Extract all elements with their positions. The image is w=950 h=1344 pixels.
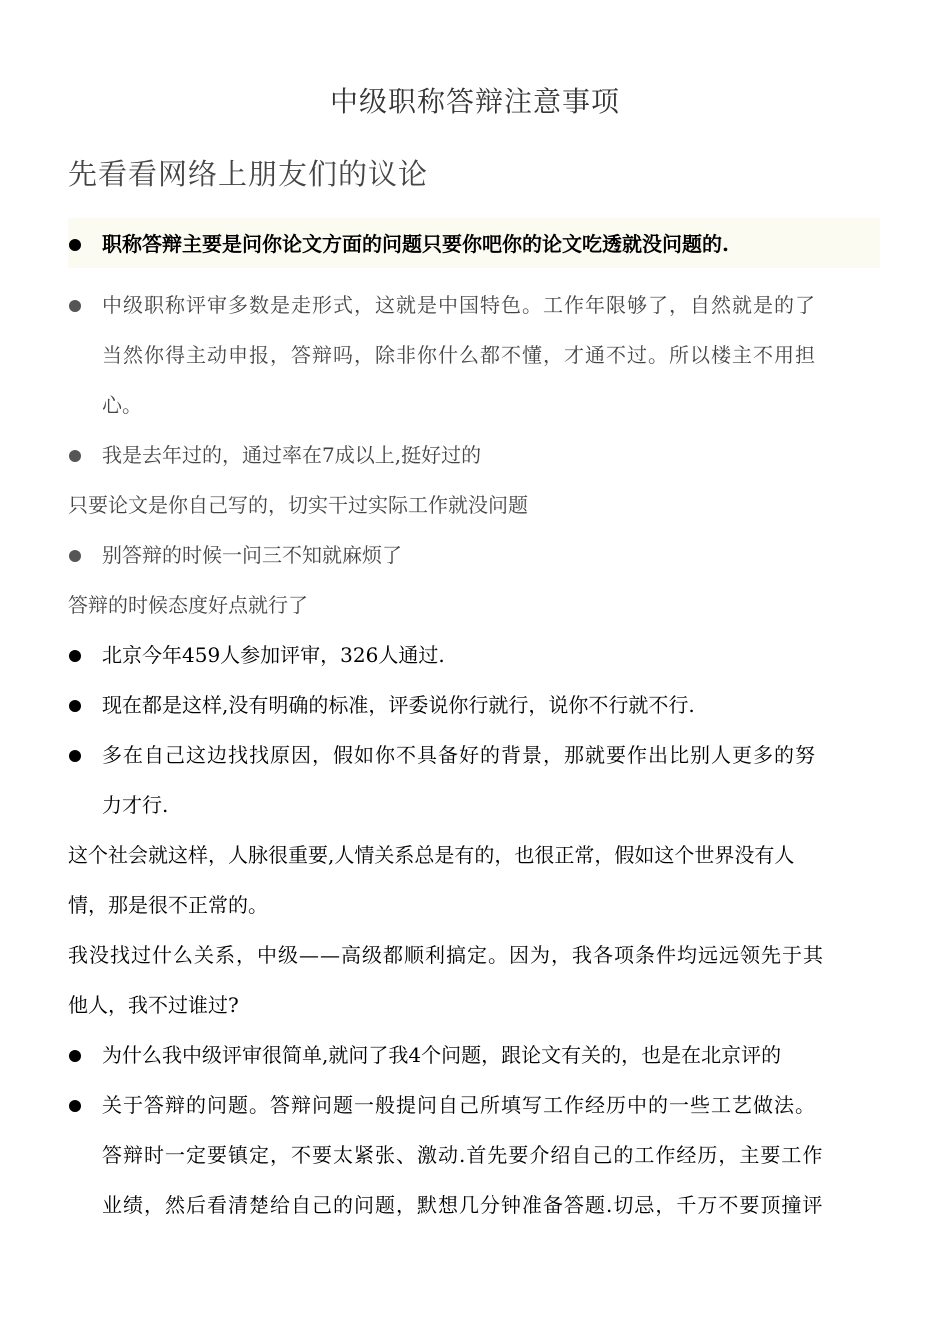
paragraph-line: 答辩的时候态度好点就行了 [68,593,308,617]
bullet-icon [69,300,81,312]
bullet-item: 北京今年459人参加评审，326人通过. [102,643,445,667]
bullet-item-continuation: 力才行. [102,793,169,817]
bullet-item: 中级职称评审多数是走形式，这就是中国特色。工作年限够了，自然就是的了 [102,293,816,317]
paragraph-line: 情，那是很不正常的。 [68,893,268,917]
bullet-item: 现在都是这样,没有明确的标准，评委说你行就行，说你不行就不行. [102,693,695,717]
bullet-item: 职称答辩主要是问你论文方面的问题只要你吧你的论文吃透就没问题的. [102,232,729,256]
bullet-item-continuation: 业绩，然后看清楚给自己的问题，默想几分钟准备答题.切忌，千万不要顶撞评 [102,1193,824,1217]
paragraph-line: 只要论文是你自己写的，切实干过实际工作就没问题 [68,493,528,517]
bullet-item: 多在自己这边找找原因，假如你不具备好的背景，那就要作出比别人更多的努 [102,743,816,767]
bullet-icon [69,1100,81,1112]
bullet-icon [69,1050,81,1062]
bullet-item-continuation: 心。 [102,393,142,417]
paragraph-line: 这个社会就这样，人脉很重要,人情关系总是有的，也很正常，假如这个世界没有人 [68,843,795,867]
bullet-icon [69,650,81,662]
bullet-icon [69,750,81,762]
paragraph-line: 我没找过什么关系，中级——高级都顺利搞定。因为，我各项条件均远远领先于其 [68,943,824,967]
document-subtitle: 先看看网络上朋友们的议论 [68,157,429,191]
bullet-item: 我是去年过的，通过率在7成以上,挺好过的 [102,443,482,467]
bullet-item: 关于答辩的问题。答辩问题一般提问自己所填写工作经历中的一些工艺做法。 [102,1093,816,1117]
document-title: 中级职称答辩注意事项 [329,85,620,118]
bullet-item: 为什么我中级评审很简单,就问了我4个问题，跟论文有关的，也是在北京评的 [102,1043,782,1067]
bullet-item-continuation: 答辩时一定要镇定，不要太紧张、激动.首先要介绍自己的工作经历，主要工作 [102,1143,824,1167]
bullet-icon [69,700,81,712]
paragraph-line: 他人，我不过谁过? [68,993,239,1017]
bullet-icon [69,239,81,251]
bullet-icon [69,550,81,562]
bullet-item: 别答辩的时候一问三不知就麻烦了 [102,543,402,567]
bullet-item-continuation: 当然你得主动申报，答辩吗，除非你什么都不懂，才通不过。所以楼主不用担 [102,343,816,367]
bullet-icon [69,450,81,462]
